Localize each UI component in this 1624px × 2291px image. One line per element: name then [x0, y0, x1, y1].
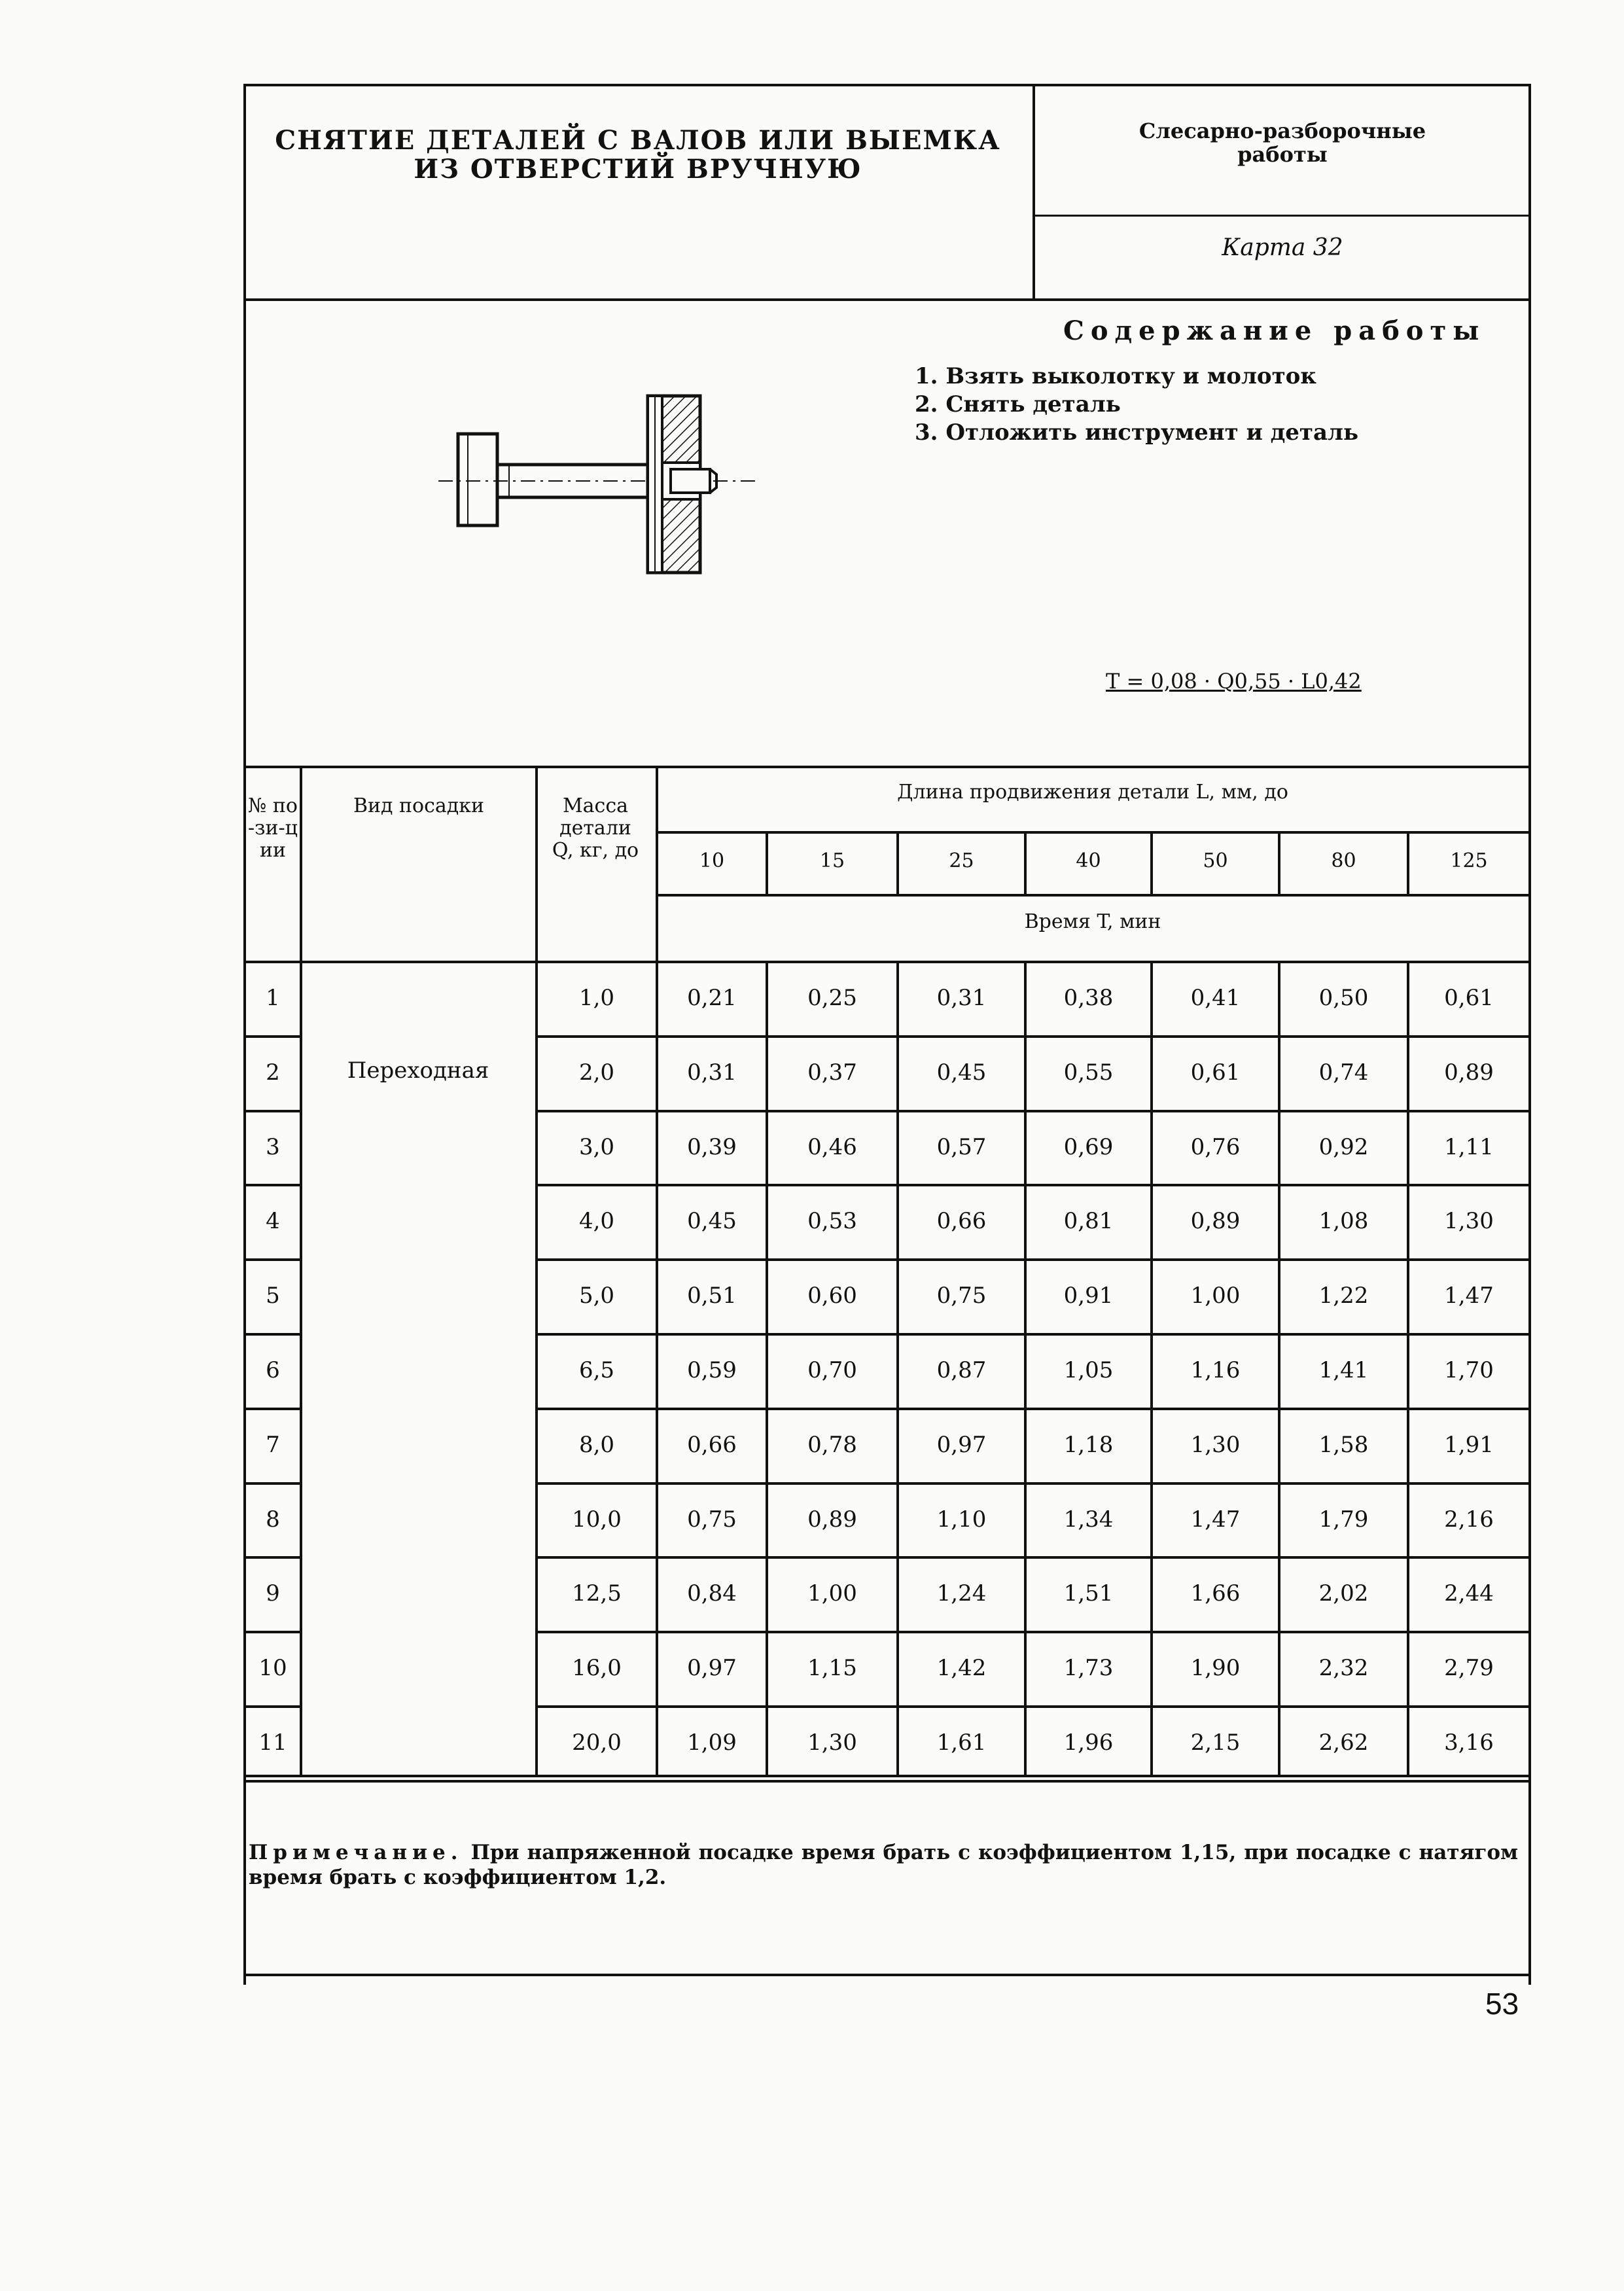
position-cell: 9	[266, 1580, 280, 1607]
mass-cell: 16,0	[572, 1655, 622, 1681]
length-value: 25	[949, 849, 974, 872]
time-cell: 0,31	[687, 1059, 737, 1086]
note-text: При напряженной посадке время брать с коэффициентом 1,15, при посадке с натягом время брать с коэффициентом 1,2.	[249, 1841, 1519, 1889]
time-cell: 0,46	[807, 1134, 857, 1160]
part-removal-drawing	[432, 383, 772, 592]
time-cell: 0,59	[687, 1357, 737, 1383]
mass-cell: 20,0	[572, 1730, 622, 1756]
col-mass-header: Масса детали Q, кг, до	[552, 794, 639, 862]
position-cell: 11	[258, 1730, 287, 1756]
category-line-1: Слесарно-разборочные	[1139, 118, 1426, 143]
card-number: Карта 32	[1222, 234, 1343, 261]
time-cell: 1,47	[1444, 1283, 1494, 1309]
time-cell: 0,97	[687, 1655, 737, 1681]
work-category	[1037, 119, 1528, 166]
col-position-header: № по-зи-ции	[248, 794, 298, 862]
time-cell: 1,18	[1063, 1432, 1114, 1458]
time-cell: 0,61	[1444, 985, 1494, 1011]
time-cell: 0,55	[1063, 1059, 1114, 1086]
mass-cell: 10,0	[572, 1506, 622, 1533]
position-cell: 8	[266, 1506, 280, 1533]
time-cell: 1,42	[936, 1655, 987, 1681]
time-cell: 0,25	[807, 985, 857, 1011]
time-cell: 0,89	[1444, 1059, 1494, 1086]
time-cell: 0,97	[936, 1432, 987, 1458]
page-number: 53	[1485, 1987, 1519, 2021]
mass-cell: 12,5	[572, 1580, 622, 1607]
title-line-1: СНЯТИЕ ДЕТАЛЕЙ С ВАЛОВ ИЛИ ВЫЕМКА	[275, 125, 1001, 156]
time-cell: 0,66	[687, 1432, 737, 1458]
time-cell: 0,31	[936, 985, 987, 1011]
time-cell: 1,09	[687, 1730, 737, 1756]
time-cell: 0,84	[687, 1580, 737, 1607]
time-cell: 1,96	[1063, 1730, 1114, 1756]
time-formula: T = 0,08 · Q0,55 · L0,42	[1106, 669, 1362, 694]
time-cell: 1,61	[936, 1730, 987, 1756]
mass-cell: 3,0	[578, 1134, 615, 1160]
time-cell: 0,75	[936, 1283, 987, 1309]
position-cell: 4	[266, 1208, 280, 1234]
length-value: 40	[1076, 849, 1101, 872]
time-cell: 2,32	[1318, 1655, 1369, 1681]
category-line-2: работы	[1237, 142, 1328, 167]
time-cell: 1,58	[1318, 1432, 1369, 1458]
time-cell: 1,90	[1190, 1655, 1241, 1681]
col-fit-header: Вид посадки	[353, 794, 484, 817]
time-cell: 0,38	[1063, 985, 1114, 1011]
mass-cell: 4,0	[578, 1208, 615, 1234]
fit-type: Переходная	[347, 1057, 489, 1084]
time-cell: 0,66	[936, 1208, 987, 1234]
length-value: 15	[819, 849, 845, 872]
time-cell: 0,41	[1190, 985, 1241, 1011]
time-cell: 0,39	[687, 1134, 737, 1160]
length-value: 80	[1331, 849, 1356, 872]
work-step: 3. Отложить инструмент и деталь	[915, 419, 1359, 446]
time-cell: 1,22	[1318, 1283, 1369, 1309]
time-cell: 0,89	[1190, 1208, 1241, 1234]
note-label: Примечание.	[249, 1841, 463, 1864]
work-content-heading: Содержание работы	[1063, 315, 1486, 346]
work-steps	[915, 363, 1358, 447]
position-cell: 7	[266, 1432, 280, 1458]
time-cell: 0,92	[1318, 1134, 1369, 1160]
time-cell: 1,79	[1318, 1506, 1369, 1533]
time-cell: 2,15	[1190, 1730, 1241, 1756]
mass-cell: 6,5	[578, 1357, 615, 1383]
time-cell: 0,74	[1318, 1059, 1369, 1086]
time-cell: 2,79	[1444, 1655, 1494, 1681]
time-cell: 0,37	[807, 1059, 857, 1086]
note	[249, 1840, 1518, 1890]
time-cell: 1,16	[1190, 1357, 1241, 1383]
time-cell: 0,91	[1063, 1283, 1114, 1309]
mass-cell: 2,0	[578, 1059, 615, 1086]
mass-cell: 1,0	[578, 985, 615, 1011]
time-cell: 0,45	[687, 1208, 737, 1234]
time-cell: 1,47	[1190, 1506, 1241, 1533]
time-cell: 1,41	[1318, 1357, 1369, 1383]
title-line-2: ИЗ ОТВЕРСТИЙ ВРУЧНУЮ	[414, 154, 862, 185]
time-cell: 0,61	[1190, 1059, 1241, 1086]
time-cell: 1,11	[1444, 1134, 1494, 1160]
time-cell: 1,73	[1063, 1655, 1114, 1681]
time-cell: 1,30	[807, 1730, 857, 1756]
time-cell: 1,00	[1190, 1283, 1241, 1309]
time-cell: 1,30	[1190, 1432, 1241, 1458]
time-cell: 1,15	[807, 1655, 857, 1681]
document-title	[249, 126, 1027, 184]
time-cell: 2,02	[1318, 1580, 1369, 1607]
time-cell: 0,89	[807, 1506, 857, 1533]
time-cell: 0,81	[1063, 1208, 1114, 1234]
time-cell: 0,53	[807, 1208, 857, 1234]
time-cell: 0,57	[936, 1134, 987, 1160]
position-cell: 10	[258, 1655, 287, 1681]
length-value: 10	[699, 849, 725, 872]
position-cell: 3	[266, 1134, 280, 1160]
time-cell: 2,44	[1444, 1580, 1494, 1607]
mass-cell: 8,0	[578, 1432, 615, 1458]
position-cell: 5	[266, 1283, 280, 1309]
time-cell: 0,78	[807, 1432, 857, 1458]
time-cell: 0,45	[936, 1059, 987, 1086]
work-step: 1. Взять выколотку и молоток	[915, 363, 1316, 389]
time-header: Время T, мин	[1024, 910, 1161, 933]
time-cell: 1,10	[936, 1506, 987, 1533]
time-cell: 1,24	[936, 1580, 987, 1607]
time-cell: 1,70	[1444, 1357, 1494, 1383]
time-cell: 0,60	[807, 1283, 857, 1309]
time-cell: 0,76	[1190, 1134, 1241, 1160]
time-cell: 1,34	[1063, 1506, 1114, 1533]
time-cell: 1,00	[807, 1580, 857, 1607]
work-step: 2. Снять деталь	[915, 391, 1121, 417]
position-cell: 2	[266, 1059, 280, 1086]
time-cell: 1,91	[1444, 1432, 1494, 1458]
time-cell: 0,50	[1318, 985, 1369, 1011]
time-cell: 2,16	[1444, 1506, 1494, 1533]
time-cell: 0,69	[1063, 1134, 1114, 1160]
position-cell: 1	[266, 985, 280, 1011]
time-cell: 1,51	[1063, 1580, 1114, 1607]
length-value: 50	[1203, 849, 1228, 872]
mass-cell: 5,0	[578, 1283, 615, 1309]
time-cell: 1,05	[1063, 1357, 1114, 1383]
time-cell: 0,21	[687, 985, 737, 1011]
time-cell: 1,08	[1318, 1208, 1369, 1234]
time-cell: 1,66	[1190, 1580, 1241, 1607]
time-cell: 0,51	[687, 1283, 737, 1309]
time-cell: 0,87	[936, 1357, 987, 1383]
time-cell: 0,70	[807, 1357, 857, 1383]
time-cell: 2,62	[1318, 1730, 1369, 1756]
time-cell: 3,16	[1444, 1730, 1494, 1756]
position-cell: 6	[266, 1357, 280, 1383]
length-header: Длина продвижения детали L, мм, до	[897, 781, 1288, 804]
length-value: 125	[1450, 849, 1488, 872]
time-cell: 1,30	[1444, 1208, 1494, 1234]
time-cell: 0,75	[687, 1506, 737, 1533]
